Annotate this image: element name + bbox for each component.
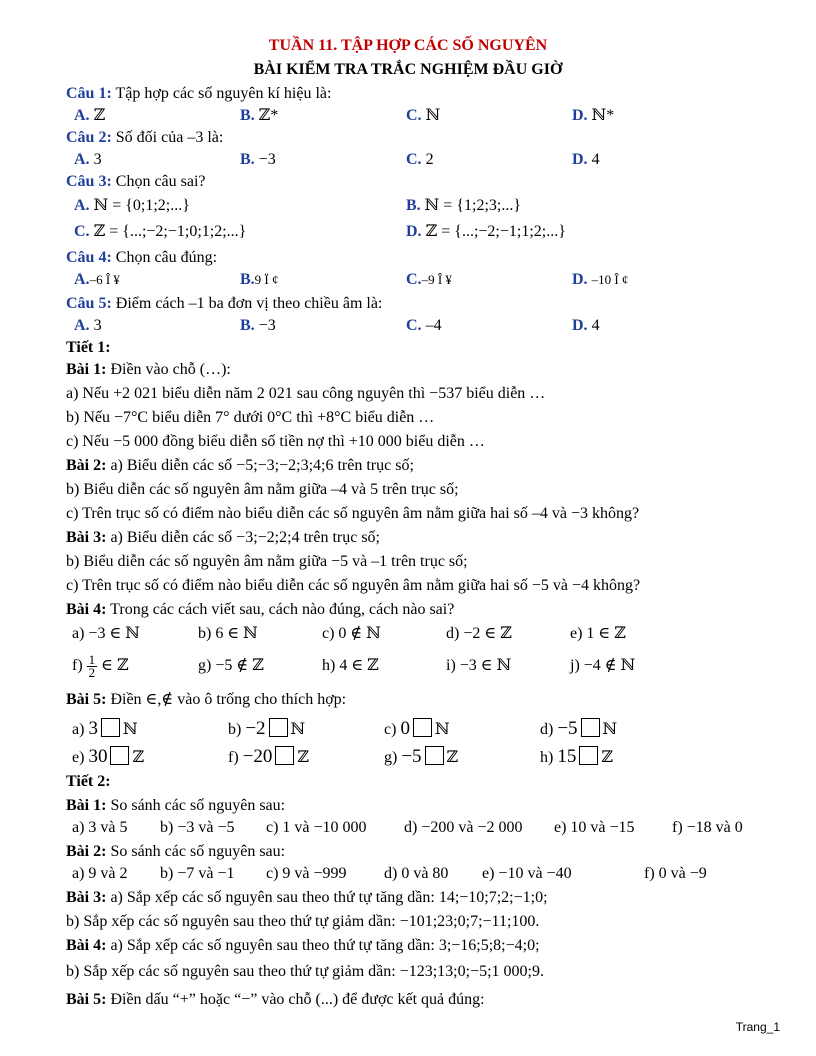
compare-1b: b) −3 và −5 — [160, 819, 235, 836]
exercise-2-1: Bài 1: So sánh các số nguyên sau: — [66, 797, 286, 814]
quiz-option-3b: B. ℕ = {1;2;3;...} — [406, 197, 522, 214]
fill-item-b: b) −2 ℕ — [228, 718, 306, 739]
fill-item-e: e) 30 ℤ — [72, 746, 145, 767]
exercise-1-5: Bài 5: Điền ∈,∉ vào ô trống cho thích hợp: — [66, 691, 347, 708]
fill-item-f: f) −20 ℤ — [228, 746, 310, 767]
page-subtitle: BÀI KIỂM TRA TRẮC NGHIỆM ĐẦU GIỜ — [253, 61, 563, 78]
quiz-question-5: Câu 5: Điểm cách –1 ba đơn vị theo chiều âm là: — [66, 295, 383, 312]
quiz-option-1b: B. ℤ* — [240, 107, 279, 124]
quiz-option-3c: C. ℤ = {...;−2;−1;0;1;2;...} — [74, 223, 247, 240]
exercise-1-2c: c) Trên trục số có điểm nào biểu diễn các số nguyên âm nằm giữa hai số –4 và −3 không? — [66, 505, 640, 522]
answer-box[interactable] — [275, 746, 294, 765]
exercise-1-1b: b) Nếu −7°C biểu diễn 7° dưới 0°C thì +8°C biểu diễn … — [66, 409, 435, 426]
quiz-option-5a: A. 3 — [74, 317, 102, 334]
exercise-1-4-e: e) 1 ∈ ℤ — [570, 625, 626, 642]
quiz-question-1: Câu 1: Tập hợp các số nguyên kí hiệu là: — [66, 85, 332, 102]
exercise-1-3: Bài 3: a) Biểu diễn các số −3;−2;2;4 trên trục số; — [66, 529, 380, 546]
fill-item-h: h) 15 ℤ — [540, 746, 614, 767]
exercise-1-3b: b) Biểu diễn các số nguyên âm nằm giữa −5 và –1 trên trục số; — [66, 553, 468, 570]
answer-box[interactable] — [110, 746, 129, 765]
section-heading-tiet-2: Tiết 2: — [66, 773, 111, 790]
answer-box[interactable] — [269, 718, 288, 737]
quiz-option-5b: B. −3 — [240, 317, 276, 334]
exercise-2-5: Bài 5: Điền dấu “+” hoặc “−” vào chỗ (...) để được kết quả đúng: — [66, 991, 485, 1008]
exercise-2-3b: b) Sắp xếp các số nguyên sau theo thứ tự giảm dần: −101;23;0;7;−11;100. — [66, 913, 540, 930]
quiz-option-2b: B. −3 — [240, 151, 276, 168]
exercise-1-1c: c) Nếu −5 000 đồng biểu diễn số tiền nợ thì +10 000 biểu diễn … — [66, 433, 485, 450]
exercise-1-4-j: j) −4 ∉ ℕ — [570, 657, 636, 674]
quiz-option-3d: D. ℤ = {...;−2;−1;1;2;...} — [406, 223, 566, 240]
compare-1e: e) 10 và −15 — [554, 819, 635, 836]
exercise-1-2: Bài 2: a) Biểu diễn các số −5;−3;−2;3;4;6 trên trục số; — [66, 457, 414, 474]
fill-item-c: c) 0 ℕ — [384, 718, 450, 739]
quiz-question-3: Câu 3: Chọn câu sai? — [66, 173, 206, 190]
exercise-1-4: Bài 4: Trong các cách viết sau, cách nào đúng, cách nào sai? — [66, 601, 455, 618]
exercise-2-3: Bài 3: a) Sắp xếp các số nguyên sau theo thứ tự tăng dần: 14;−10;7;2;−1;0; — [66, 889, 548, 906]
compare-1d: d) −200 và −2 000 — [404, 819, 523, 836]
answer-box[interactable] — [425, 746, 444, 765]
answer-box[interactable] — [581, 718, 600, 737]
exercise-1-4-f: f) $\frac{1}{2}$ ∈ ℤ — [72, 651, 129, 680]
quiz-option-5c: C. –4 — [406, 317, 442, 334]
compare-2d: d) 0 và 80 — [384, 865, 449, 882]
compare-1a: a) 3 và 5 — [72, 819, 128, 836]
answer-box[interactable] — [413, 718, 432, 737]
quiz-option-5d: D. 4 — [572, 317, 600, 334]
compare-1f: f) −18 và 0 — [672, 819, 743, 836]
exercise-1-4-i: i) −3 ∈ ℕ — [446, 657, 512, 674]
compare-2b: b) −7 và −1 — [160, 865, 235, 882]
quiz-option-1c: C. ℕ — [406, 107, 441, 124]
fill-item-g: g) −5 ℤ — [384, 746, 459, 767]
exercise-1-4-c: c) 0 ∉ ℕ — [322, 625, 381, 642]
exercise-2-2: Bài 2: So sánh các số nguyên sau: — [66, 843, 286, 860]
quiz-option-2a: A. 3 — [74, 151, 102, 168]
quiz-option-1d: D. ℕ* — [572, 107, 615, 124]
fill-item-a: a) 3 ℕ — [72, 718, 138, 739]
answer-box[interactable] — [101, 718, 120, 737]
exercise-1-4-b: b) 6 ∈ ℕ — [198, 625, 258, 642]
exercise-1-2b: b) Biểu diễn các số nguyên âm nằm giữa –4 và 5 trên trục số; — [66, 481, 459, 498]
quiz-question-4: Câu 4: Chọn câu đúng: — [66, 249, 218, 266]
compare-2c: c) 9 và −999 — [266, 865, 347, 882]
quiz-option-2c: C. 2 — [406, 151, 434, 168]
exercise-1-4-g: g) −5 ∉ ℤ — [198, 657, 264, 674]
exercise-1-4-d: d) −2 ∈ ℤ — [446, 625, 512, 642]
exercise-1-3c: c) Trên trục số có điểm nào biểu diễn các số nguyên âm nằm giữa hai số −5 và −4 không? — [66, 577, 641, 594]
fraction-one-half: $\frac{1}{2}$ — [88, 651, 96, 680]
page-number: Trang_1 — [735, 1020, 780, 1034]
page-title: TUẦN 11. TẬP HỢP CÁC SỐ NGUYÊN — [268, 37, 548, 54]
exercise-1-1: Bài 1: Điền vào chỗ (…): — [66, 361, 231, 378]
exercise-1-1a: a) Nếu +2 021 biểu diễn năm 2 021 sau công nguyên thì −537 biểu diễn … — [66, 385, 546, 402]
quiz-option-4c: C.–9 Î ¥ — [406, 271, 452, 288]
exercise-1-4-h: h) 4 ∈ ℤ — [322, 657, 379, 674]
exercise-2-4b: b) Sắp xếp các số nguyên sau theo thứ tự giảm dần: −123;13;0;−5;1 000;9. — [66, 963, 544, 980]
compare-2a: a) 9 và 2 — [72, 865, 128, 882]
quiz-option-1a: A. ℤ — [74, 107, 106, 124]
compare-2e: e) −10 và −40 — [482, 865, 572, 882]
quiz-option-3a: A. ℕ = {0;1;2;...} — [74, 197, 190, 214]
quiz-question-2: Câu 2: Số đối của –3 là: — [66, 129, 224, 146]
compare-1c: c) 1 và −10 000 — [266, 819, 367, 836]
section-heading-tiet-1: Tiết 1: — [66, 339, 111, 356]
exercise-2-4: Bài 4: a) Sắp xếp các số nguyên sau theo thứ tự tăng dần: 3;−16;5;8;−4;0; — [66, 937, 540, 954]
answer-box[interactable] — [579, 746, 598, 765]
exercise-1-4-a: a) −3 ∈ ℕ — [72, 625, 140, 642]
compare-2f: f) 0 và −9 — [644, 865, 707, 882]
fill-item-d: d) −5 ℕ — [540, 718, 618, 739]
quiz-option-4d: D. –10 Î ¢ — [572, 271, 629, 288]
quiz-option-4b: B.9 Ï ¢ — [240, 271, 279, 288]
quiz-option-4a: A.–6 Î ¥ — [74, 271, 120, 288]
quiz-option-2d: D. 4 — [572, 151, 600, 168]
